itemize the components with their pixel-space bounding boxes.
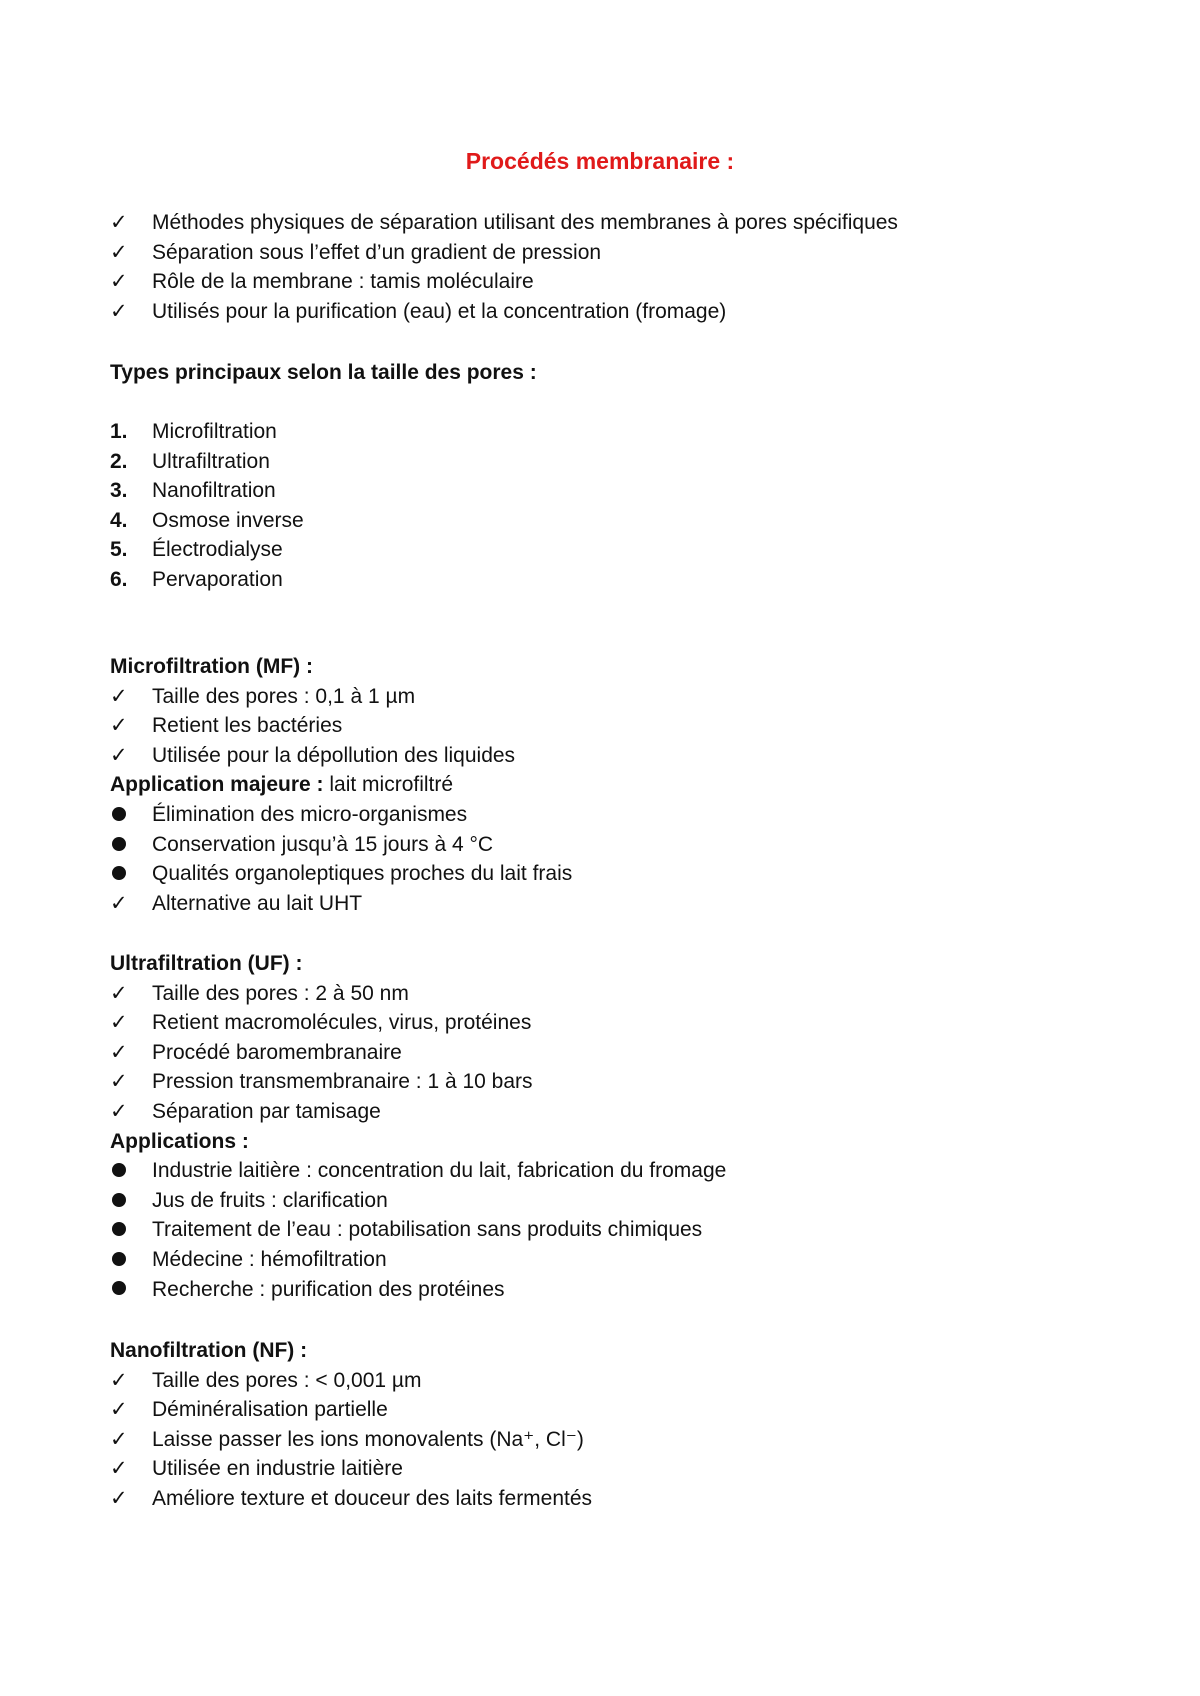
list-item: 4. Osmose inverse (110, 506, 1110, 536)
list-item: 5. Électrodialyse (110, 535, 1110, 565)
list-number: 5. (110, 538, 128, 562)
section-heading: Microfiltration (MF) : (110, 655, 313, 678)
list-item: ✓ Taille des pores : 0,1 à 1 µm (110, 682, 1110, 712)
check-icon (110, 711, 140, 741)
check-icon (110, 1097, 140, 1127)
uf-section (110, 949, 1110, 1304)
bullet-icon (110, 1215, 140, 1245)
list-item: ✓ Alternative au lait UHT (110, 889, 1110, 919)
list-number: 4. (110, 508, 128, 532)
application-value: lait microfiltré (323, 773, 454, 797)
list-item: Médecine : hémofiltration (110, 1245, 1110, 1275)
application-label: Application majeure : (110, 773, 324, 797)
application-heading: Applications : (110, 1129, 249, 1153)
check-icon (110, 297, 140, 327)
list-item: ✓ Séparation sous l’effet d’un gradient de pression (110, 238, 1110, 268)
check-icon (110, 208, 140, 238)
list-item: 1. Microfiltration (110, 417, 1110, 447)
check-icon (110, 1454, 140, 1484)
page-title: Procédés membranaire : (465, 148, 735, 174)
check-icon (110, 741, 140, 771)
check-icon (110, 889, 140, 919)
list-item: Conservation jusqu’à 15 jours à 4 °C (110, 830, 1110, 860)
list-item: ✓ Méthodes physiques de séparation utilisant des membranes à pores spécifiques (110, 208, 1110, 238)
list-item: Recherche : purification des protéines (110, 1275, 1110, 1305)
types-section (110, 358, 1110, 388)
check-icon (110, 1038, 140, 1068)
types-list (110, 417, 1110, 595)
list-item: ✓ Laisse passer les ions monovalents (Na⁺, Cl⁻) (110, 1425, 1110, 1455)
list-item: Qualités organoleptiques proches du lait frais (110, 859, 1110, 889)
mf-section (110, 652, 1110, 918)
bullet-icon (110, 1275, 140, 1305)
list-item: Jus de fruits : clarification (110, 1186, 1110, 1216)
application-heading (110, 770, 1110, 800)
check-icon (110, 238, 140, 268)
bullet-icon (110, 1245, 140, 1275)
list-item: ✓ Utilisés pour la purification (eau) et la concentration (fromage) (110, 297, 1110, 327)
list-number: 1. (110, 420, 128, 443)
list-item: ✓ Améliore texture et douceur des laits fermentés (110, 1484, 1110, 1514)
list-number: 6. (110, 567, 128, 591)
check-icon (110, 1366, 140, 1396)
list-item: ✓ Utilisée en industrie laitière (110, 1454, 1110, 1484)
check-icon (110, 979, 140, 1009)
section-heading: Types principaux selon la taille des pores : (110, 361, 537, 384)
list-item: ✓ Utilisée pour la dépollution des liquides (110, 741, 1110, 771)
bullet-icon (110, 830, 140, 860)
check-icon (110, 682, 140, 712)
section-heading: Nanofiltration (NF) : (110, 1339, 308, 1362)
list-item: ✓ Retient macromolécules, virus, protéines (110, 1008, 1110, 1038)
list-item: Industrie laitière : concentration du lait, fabrication du fromage (110, 1156, 1110, 1186)
check-icon (110, 1425, 140, 1455)
list-item: 6. Pervaporation (110, 565, 1110, 595)
check-icon (110, 1395, 140, 1425)
bullet-icon (110, 1156, 140, 1186)
intro-list (110, 208, 1110, 326)
list-item: ✓ Taille des pores : 2 à 50 nm (110, 979, 1110, 1009)
nf-section (110, 1336, 1110, 1514)
list-item: Traitement de l’eau : potabilisation sans produits chimiques (110, 1215, 1110, 1245)
list-item: ✓ Déminéralisation partielle (110, 1395, 1110, 1425)
list-item: 2. Ultrafiltration (110, 447, 1110, 477)
list-item: 3. Nanofiltration (110, 476, 1110, 506)
list-item: ✓ Pression transmembranaire : 1 à 10 bars (110, 1067, 1110, 1097)
bullet-icon (110, 1186, 140, 1216)
bullet-icon (110, 800, 140, 830)
section-heading: Ultrafiltration (UF) : (110, 952, 303, 975)
list-item: ✓ Retient les bactéries (110, 711, 1110, 741)
list-item: ✓ Séparation par tamisage (110, 1097, 1110, 1127)
check-icon (110, 1067, 140, 1097)
check-icon (110, 1484, 140, 1514)
list-item: Élimination des micro-organismes (110, 800, 1110, 830)
bullet-icon (110, 859, 140, 889)
list-number: 2. (110, 449, 128, 473)
list-number: 3. (110, 479, 128, 503)
check-icon (110, 1008, 140, 1038)
list-item: ✓ Rôle de la membrane : tamis moléculaire (110, 267, 1110, 297)
check-icon (110, 267, 140, 297)
list-item: ✓ Taille des pores : < 0,001 µm (110, 1366, 1110, 1396)
list-item: ✓ Procédé baromembranaire (110, 1038, 1110, 1068)
